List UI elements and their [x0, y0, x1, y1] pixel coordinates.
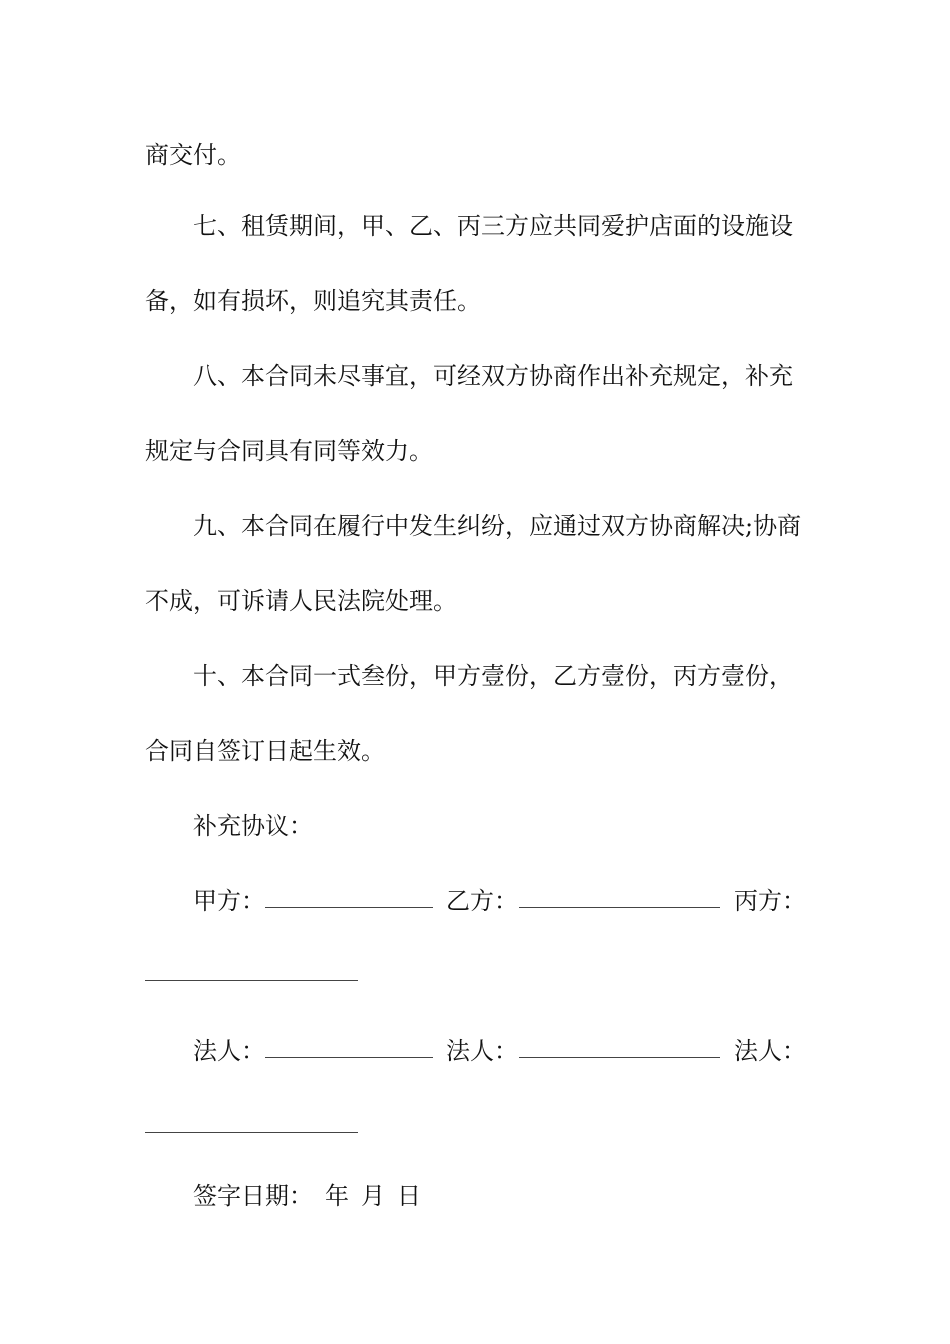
paragraph-line: [0, 508, 950, 544]
paragraph-line: [0, 208, 950, 244]
paragraph-line: [0, 583, 950, 619]
legal-person-b-blank[interactable]: [519, 1057, 720, 1058]
text-line: 规定与合同具有同等效力。: [145, 437, 433, 465]
party-c-blank[interactable]: [145, 980, 358, 981]
legal-person-a-blank[interactable]: [265, 1057, 433, 1058]
sign-date-day: 日: [397, 1182, 421, 1210]
party-a-blank[interactable]: [265, 907, 433, 908]
sign-date-label: 签字日期：: [193, 1182, 313, 1210]
text-line: 不成，可诉请人民法院处理。: [145, 587, 457, 615]
parties-row: [0, 883, 950, 919]
paragraph-line: [0, 433, 950, 469]
text-line: 七、租赁期间，甲、乙、丙三方应共同爱护店面的设施设: [193, 212, 793, 240]
party-b-label: 乙方：: [446, 887, 518, 915]
text-line: 合同自签订日起生效。: [145, 737, 385, 765]
sign-date-row: [0, 1178, 950, 1214]
legal-person-c-label: 法人：: [734, 1037, 806, 1065]
text-line: 八、本合同未尽事宜，可经双方协商作出补充规定，补充: [193, 362, 793, 390]
party-b-blank[interactable]: [519, 907, 720, 908]
paragraph-line: [0, 358, 950, 394]
paragraph-line: [0, 658, 950, 694]
text-line: 九、本合同在履行中发生纠纷，应通过双方协商解决;协商: [193, 512, 802, 540]
paragraph-line: [0, 808, 950, 844]
text-line: 商交付。: [145, 141, 241, 169]
sign-date-month: 月: [361, 1182, 385, 1210]
sign-date-year: 年: [325, 1182, 349, 1210]
text-line: 十、本合同一式叁份，甲方壹份，乙方壹份，丙方壹份，: [193, 662, 793, 690]
paragraph-line: [0, 137, 950, 173]
party-c-label: 丙方：: [734, 887, 806, 915]
text-line: 备，如有损坏，则追究其责任。: [145, 287, 481, 315]
legal-persons-row: [0, 1033, 950, 1069]
paragraph-line: [0, 283, 950, 319]
legal-person-a-label: 法人：: [193, 1037, 265, 1065]
legal-person-b-label: 法人：: [446, 1037, 518, 1065]
paragraph-line: [0, 733, 950, 769]
party-a-label: 甲方：: [193, 887, 265, 915]
supplement-heading: 补充协议：: [193, 812, 313, 840]
legal-person-c-blank[interactable]: [145, 1132, 358, 1133]
